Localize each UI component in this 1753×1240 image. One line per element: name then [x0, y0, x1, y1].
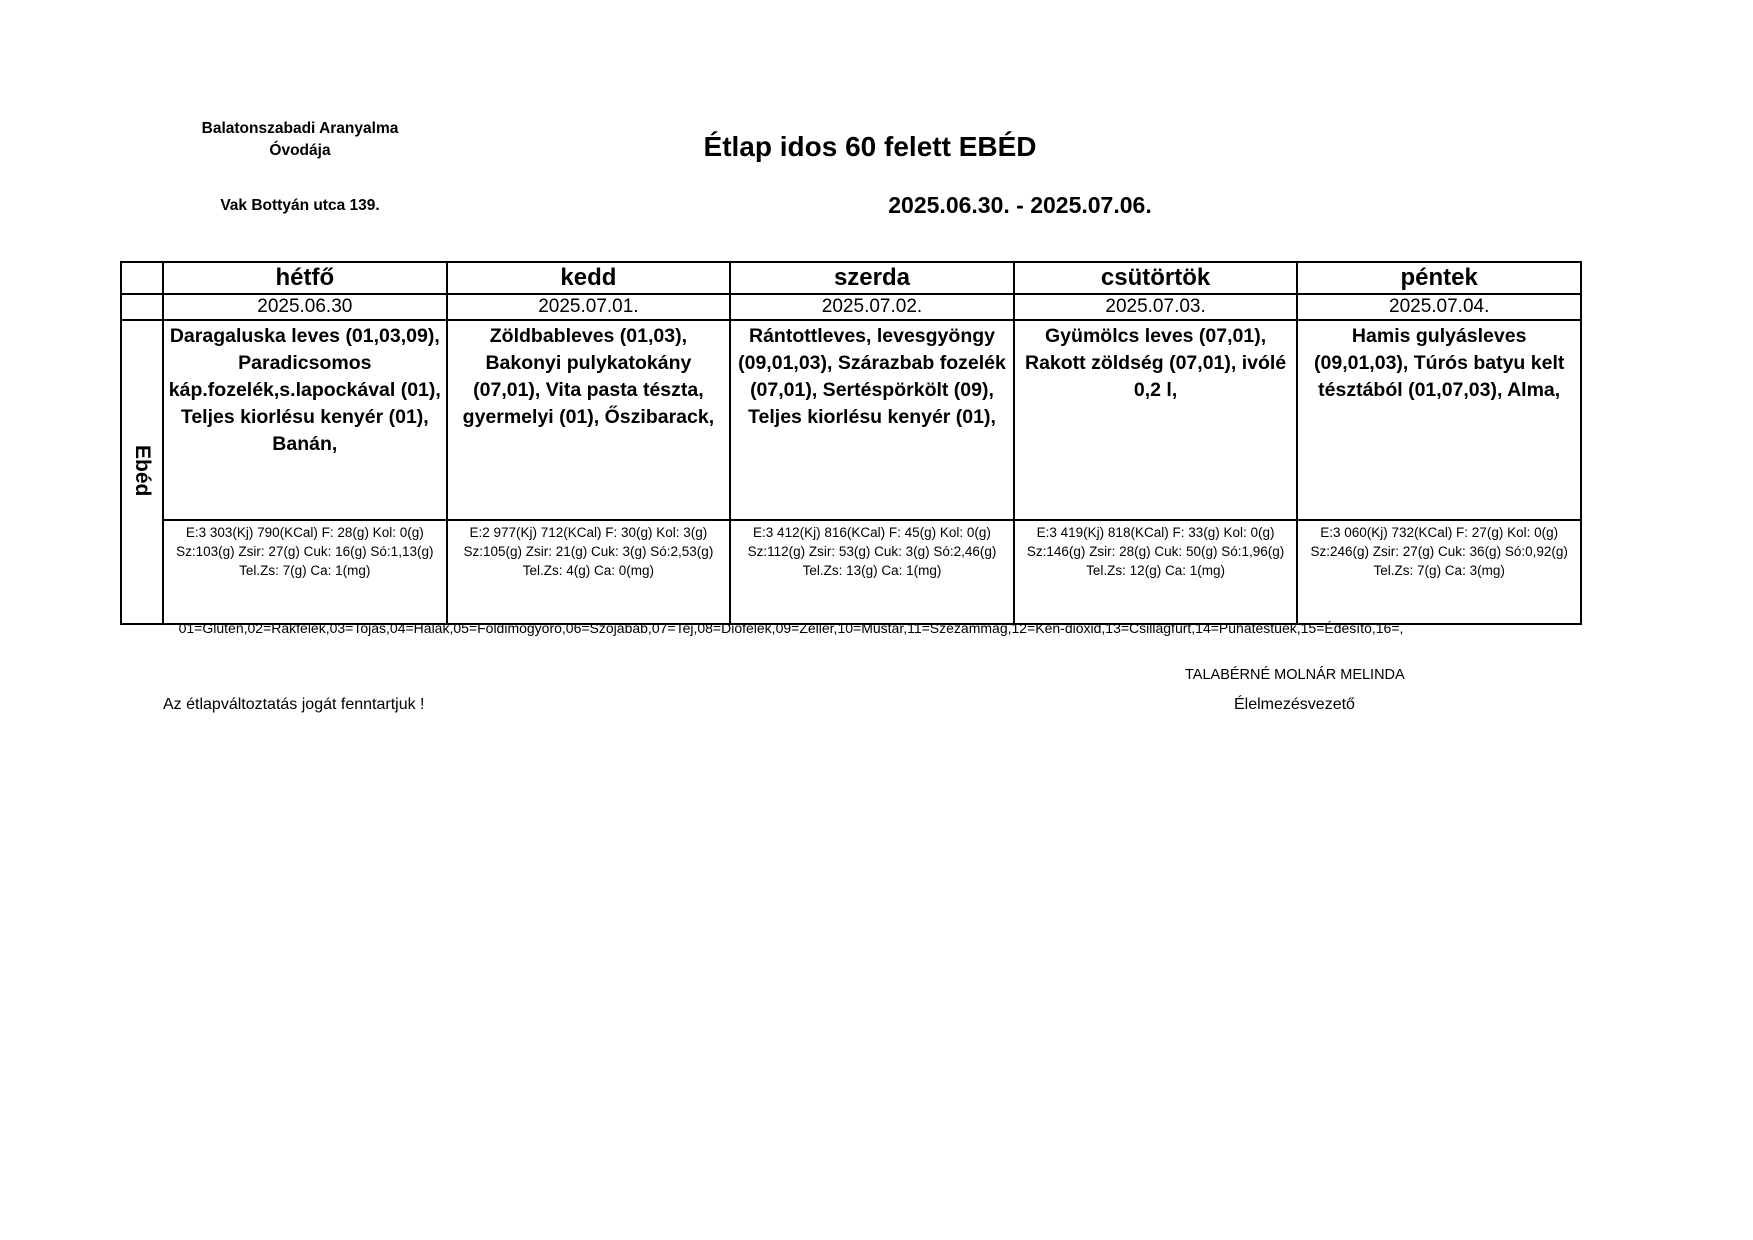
- nutrition-line: Tel.Zs: 7(g) Ca: 3(mg): [1373, 563, 1505, 578]
- nutrition-line: Tel.Zs: 4(g) Ca: 0(mg): [522, 563, 655, 578]
- nutrition-line: Sz:112(g) Zsir: 53(g) Cuk: 3(g) Só:2,46(g): [747, 544, 997, 559]
- nutrition-line: Sz:103(g) Zsir: 27(g) Cuk: 16(g) Só:1,13(g): [176, 544, 434, 559]
- date-row: [121, 294, 1581, 320]
- meal-text-tuesday: Zöldbableves (01,03), Bakonyi pulykatokány (07,01), Vita pasta tészta, gyermelyi (01), Őszibarack,: [447, 320, 731, 520]
- menu-table: [120, 261, 1582, 625]
- corner-cell: [121, 262, 163, 294]
- institution-name: [150, 118, 450, 162]
- day-date-monday: 2025.06.30: [163, 294, 447, 320]
- nutrition-row: [121, 520, 1581, 624]
- day-name-friday: péntek: [1297, 262, 1581, 294]
- institution-name-line1: Balatonszabadi Aranyalma: [201, 120, 399, 137]
- meal-text-wednesday: Rántottleves, levesgyöngy (09,01,03), Szárazbab fozelék (07,01), Sertéspörkölt (09), Teljes kiorlésu kenyér (01),: [730, 320, 1014, 520]
- institution-address: Vak Bottyán utca 139.: [220, 197, 380, 214]
- nutrition-line: E:2 977(Kj) 712(KCal) F: 30(g) Kol: 3(g): [469, 525, 708, 540]
- nutrition-line: E:3 060(Kj) 732(KCal) F: 27(g) Kol: 0(g): [1320, 525, 1559, 540]
- nutrition-tuesday: [447, 520, 731, 624]
- meal-text-monday: Daragaluska leves (01,03,09), Paradicsomos káp.fozelék,s.lapockával (01), Teljes kiorlésu kenyér (01), Banán,: [163, 320, 447, 520]
- nutrition-wednesday: [730, 520, 1014, 624]
- day-name-wednesday: szerda: [730, 262, 1014, 294]
- day-header-row: [121, 262, 1581, 294]
- day-name-tuesday: kedd: [447, 262, 731, 294]
- day-date-thursday: 2025.07.03.: [1014, 294, 1298, 320]
- institution-name-line2: Óvodája: [269, 142, 331, 159]
- day-name-monday: hétfő: [163, 262, 447, 294]
- nutrition-line: Sz:246(g) Zsir: 27(g) Cuk: 36(g) Só:0,92(g): [1310, 544, 1568, 559]
- nutrition-thursday: [1014, 520, 1298, 624]
- meal-text-friday: Hamis gulyásleves (09,01,03), Túrós batyu kelt tésztából (01,07,03), Alma,: [1297, 320, 1581, 520]
- meal-label: Ebéd: [131, 445, 154, 497]
- nutrition-line: E:3 419(Kj) 818(KCal) F: 33(g) Kol: 0(g): [1036, 525, 1275, 540]
- signatory-name: TALABÉRNÉ MOLNÁR MELINDA: [1185, 667, 1405, 683]
- allergen-legend: 01=Glutén,02=Rákfélék,03=Tojás,04=Halak,05=Földimogyoró,06=Szójabab,07=Tej,08=Diófélék,09=Zeller,10=Mustár,11=Szezámmag,12=Kén-dioxid,13=Csillagfürt,14=Puhatestüek,15=Édesítő,16=,: [178, 620, 1404, 636]
- nutrition-line: Tel.Zs: 7(g) Ca: 1(mg): [239, 563, 371, 578]
- nutrition-friday: [1297, 520, 1581, 624]
- nutrition-line: Tel.Zs: 13(g) Ca: 1(mg): [802, 563, 942, 578]
- signatory-role: Élelmezésvezető: [1234, 696, 1355, 713]
- meal-text-thursday: Gyümölcs leves (07,01), Rakott zöldség (07,01), ivólé 0,2 l,: [1014, 320, 1298, 520]
- nutrition-line: E:3 412(Kj) 816(KCal) F: 45(g) Kol: 0(g): [753, 525, 991, 540]
- day-date-wednesday: 2025.07.02.: [730, 294, 1014, 320]
- nutrition-monday: [163, 520, 447, 624]
- nutrition-line: E:3 303(Kj) 790(KCal) F: 28(g) Kol: 0(g): [185, 525, 424, 540]
- menu-change-disclaimer: Az étlapváltoztatás jogát fenntartjuk !: [163, 696, 425, 713]
- page-title: Étlap idos 60 felett EBÉD: [703, 131, 1037, 162]
- day-name-thursday: csütörtök: [1014, 262, 1298, 294]
- day-date-friday: 2025.07.04.: [1297, 294, 1581, 320]
- meal-label-wrap: [122, 321, 162, 621]
- meal-label-cell: [121, 320, 163, 624]
- nutrition-line: Tel.Zs: 12(g) Ca: 1(mg): [1086, 563, 1225, 578]
- day-date-tuesday: 2025.07.01.: [447, 294, 731, 320]
- nutrition-line: Sz:105(g) Zsir: 21(g) Cuk: 3(g) Só:2,53(g): [463, 544, 714, 559]
- nutrition-line: Sz:146(g) Zsir: 28(g) Cuk: 50(g) Só:1,96(g): [1026, 544, 1285, 559]
- meal-row: [121, 320, 1581, 520]
- date-range: 2025.06.30. - 2025.07.06.: [888, 192, 1152, 218]
- corner-cell: [121, 294, 163, 320]
